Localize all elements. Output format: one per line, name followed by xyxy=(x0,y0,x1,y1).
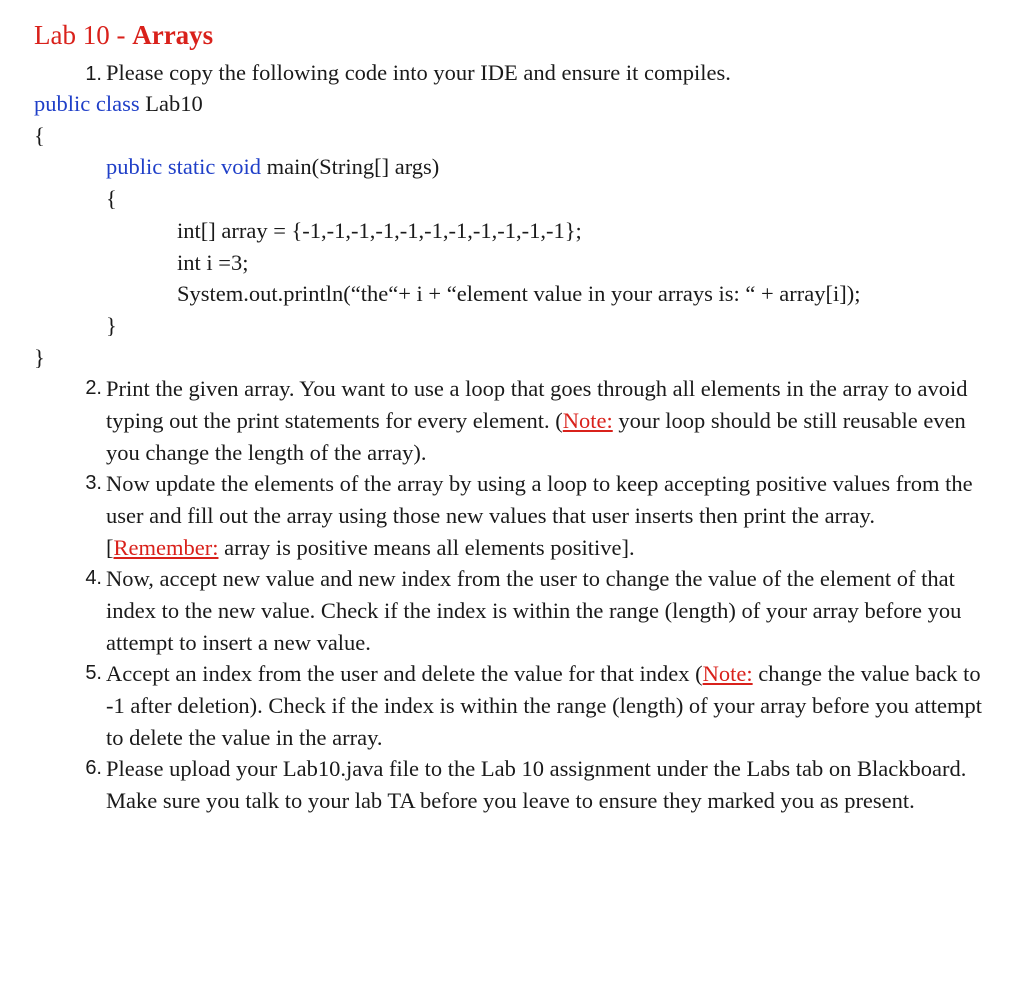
step-text: Accept an index from the user and delete the value for that index ( xyxy=(106,661,703,686)
step-text: Please copy the following code into your IDE and ensure it compiles. xyxy=(106,60,731,85)
step-number: 4. xyxy=(85,567,102,589)
step-text-tail: your loop should be still reusable even you change the length of the array). xyxy=(106,407,966,465)
remember-highlight: Remember: xyxy=(113,534,219,560)
step-3 xyxy=(85,468,986,563)
step-text: Now, accept new value and new index from the user to change the value of the element of that index to the new value. Check if the index is within the range (length) of your array before you attempt to insert a new value. xyxy=(106,566,962,655)
step-text-tail: array is positive means all elements positive]. xyxy=(218,534,635,560)
step-6 xyxy=(85,753,986,817)
method-signature: main(String[] args) xyxy=(260,154,440,179)
step-number: 6. xyxy=(85,757,102,779)
step-1 xyxy=(85,57,731,90)
note-highlight: Note: xyxy=(562,407,613,433)
step-4 xyxy=(85,563,986,658)
step-2 xyxy=(85,373,986,468)
step-text-tail: change the value back to -1 after deletion). Check if the index is within the range (length) of your array before you attempt to delete the value in the array. xyxy=(106,661,982,750)
step-5 xyxy=(85,658,986,753)
step-number: 5. xyxy=(85,662,102,684)
code-line-array: int[] array = {-1,-1,-1,-1,-1,-1,-1,-1,-1,-1,-1}; xyxy=(177,218,582,243)
title-prefix: Lab 10 - xyxy=(34,20,133,50)
step-number: 2. xyxy=(85,377,102,399)
step-number: 3. xyxy=(85,472,102,494)
code-class-decl xyxy=(34,88,203,120)
step-text: Print the given array. You want to use a loop that goes through all elements in the array to avoid typing out the print statements for every element. ( xyxy=(106,376,968,433)
keyword: public class xyxy=(34,91,140,116)
code-inner-brace-open: { xyxy=(106,186,117,211)
step-number: 1. xyxy=(85,63,102,85)
title-bold: Arrays xyxy=(132,20,214,50)
code-brace-open: { xyxy=(34,123,45,148)
note-highlight: Note: xyxy=(702,661,753,686)
code-inner-brace-close: } xyxy=(106,313,117,338)
code-brace-close: } xyxy=(34,345,45,370)
code-line-i: int i =3; xyxy=(177,250,249,275)
step-text: Now update the elements of the array by using a loop to keep accepting positive values from the user and fill out the array using those new values that user inserts then print the array. [ xyxy=(106,471,973,560)
step-text: Please upload your Lab10.java file to the Lab 10 assignment under the Labs tab on Blackboard. Make sure you talk to your lab TA before you leave to ensure they marked you as present. xyxy=(106,756,967,813)
class-name: Lab10 xyxy=(139,91,203,116)
code-line-print: System.out.println(“the“+ i + “element value in your arrays is: “ + array[i]); xyxy=(177,281,861,306)
keyword: public static void xyxy=(106,154,261,179)
code-method-decl xyxy=(106,151,439,183)
page-title xyxy=(34,20,213,51)
